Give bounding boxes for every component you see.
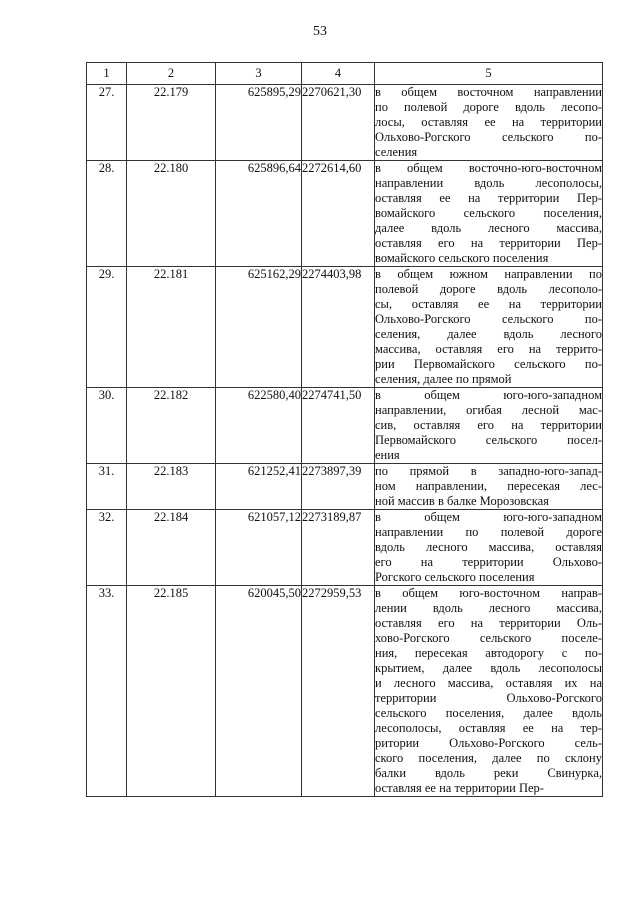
- coordinate-x: 621057,12: [216, 510, 302, 586]
- description-line: по прямой в западно-юго-запад-: [375, 464, 602, 478]
- row-number: 29.: [87, 267, 127, 388]
- description-line: ной массив в балке Морозовская: [375, 494, 549, 508]
- description-line: ном направлении, пересекая лес-: [375, 479, 602, 493]
- coordinate-x: 625162,29: [216, 267, 302, 388]
- boundary-description: [375, 510, 603, 586]
- table-row: [87, 586, 603, 797]
- header-col-2: 2: [127, 63, 216, 85]
- coordinate-x: 625895,29: [216, 85, 302, 161]
- description-line: вомайского сельского поселения,: [375, 206, 602, 220]
- coordinate-x: 622580,40: [216, 388, 302, 464]
- description-line: ритории Ольхово-Рогского сель-: [375, 736, 602, 750]
- description-line: Ольхово-Рогского сельского по-: [375, 130, 602, 144]
- row-number: 31.: [87, 464, 127, 510]
- point-id: 22.181: [127, 267, 216, 388]
- description-line: по полевой дороге вдоль лесопо-: [375, 100, 602, 114]
- coordinate-y: 2274403,98: [302, 267, 375, 388]
- description-line: лосы, оставляя ее на территории: [375, 115, 602, 129]
- description-line: в общем южном направлении по: [375, 267, 602, 281]
- description-line: вомайского сельского поселения: [375, 251, 549, 265]
- description-line: сив, оставляя его на территории: [375, 418, 602, 432]
- row-number: 33.: [87, 586, 127, 797]
- coordinate-y: 2272959,53: [302, 586, 375, 797]
- description-line: направлении, огибая лесной мас-: [375, 403, 602, 417]
- header-col-3: 3: [216, 63, 302, 85]
- description-line: в общем восточном направлении: [375, 85, 602, 99]
- description-line: далее вдоль лесного массива,: [375, 221, 602, 235]
- coordinate-y: 2273189,87: [302, 510, 375, 586]
- description-line: его на территории Ольхово-: [375, 555, 602, 569]
- boundary-description: [375, 161, 603, 267]
- description-line: оставляя ее на территории Пер-: [375, 191, 602, 205]
- description-line: крытием, далее вдоль лесополосы: [375, 661, 602, 675]
- table-header-row: [87, 63, 603, 85]
- description-line: рии Первомайского сельского по-: [375, 357, 602, 371]
- coordinate-y: 2270621,30: [302, 85, 375, 161]
- description-line: в общем юго-юго-западном: [375, 388, 602, 402]
- table-row: [87, 267, 603, 388]
- description-line: ния, пересекая автодорогу с по-: [375, 646, 602, 660]
- description-line: в общем восточно-юго-восточном: [375, 161, 602, 175]
- description-line: селения, далее по прямой: [375, 372, 512, 386]
- coordinate-y: 2273897,39: [302, 464, 375, 510]
- description-line: полевой дороге вдоль лесополо-: [375, 282, 602, 296]
- row-number: 28.: [87, 161, 127, 267]
- description-line: Ольхово-Рогского сельского по-: [375, 312, 602, 326]
- coordinate-y: 2274741,50: [302, 388, 375, 464]
- coordinate-y: 2272614,60: [302, 161, 375, 267]
- description-line: и лесного массива, оставляя их на: [375, 676, 602, 690]
- row-number: 32.: [87, 510, 127, 586]
- description-line: лении вдоль лесного массива,: [375, 601, 602, 615]
- description-line: оставляя ее на территории Пер-: [375, 781, 544, 795]
- boundary-description: [375, 464, 603, 510]
- boundary-description: [375, 388, 603, 464]
- description-line: направлении по полевой дороге: [375, 525, 602, 539]
- description-line: хово-Рогского сельского поселе-: [375, 631, 602, 645]
- point-id: 22.182: [127, 388, 216, 464]
- description-line: сы, оставляя ее на территории: [375, 297, 602, 311]
- row-number: 30.: [87, 388, 127, 464]
- description-line: Рогского сельского поселения: [375, 570, 535, 584]
- description-line: лесополосы, оставляя ее на тер-: [375, 721, 602, 735]
- description-line: территории Ольхово-Рогского: [375, 691, 602, 705]
- point-id: 22.184: [127, 510, 216, 586]
- table-row: [87, 510, 603, 586]
- description-line: оставляя его на территории Оль-: [375, 616, 602, 630]
- table-row: [87, 388, 603, 464]
- point-id: 22.179: [127, 85, 216, 161]
- coordinate-x: 621252,41: [216, 464, 302, 510]
- description-line: сельского поселения, далее вдоль: [375, 706, 602, 720]
- table-body: [87, 85, 603, 797]
- description-line: балки вдоль реки Свинурка,: [375, 766, 602, 780]
- coordinate-x: 625896,64: [216, 161, 302, 267]
- description-line: селения: [375, 145, 418, 159]
- description-line: направлении вдоль лесополосы,: [375, 176, 602, 190]
- table-row: [87, 85, 603, 161]
- description-line: ения: [375, 448, 400, 462]
- table-row: [87, 161, 603, 267]
- boundary-description: [375, 267, 603, 388]
- point-id: 22.183: [127, 464, 216, 510]
- point-id: 22.180: [127, 161, 216, 267]
- header-col-4: 4: [302, 63, 375, 85]
- table-row: [87, 464, 603, 510]
- description-line: Первомайского сельского посел-: [375, 433, 602, 447]
- description-line: оставляя его на территории Пер-: [375, 236, 602, 250]
- header-col-5: 5: [375, 63, 603, 85]
- description-line: в общем юго-восточном направ-: [375, 586, 602, 600]
- point-id: 22.185: [127, 586, 216, 797]
- boundary-points-table: [86, 62, 603, 797]
- description-line: ского поселения, далее по склону: [375, 751, 602, 765]
- description-line: вдоль лесного массива, оставляя: [375, 540, 602, 554]
- page-number: 53: [313, 24, 327, 39]
- boundary-description: [375, 85, 603, 161]
- boundary-description: [375, 586, 603, 797]
- description-line: в общем юго-юго-западном: [375, 510, 602, 524]
- description-line: селения, далее вдоль лесного: [375, 327, 602, 341]
- row-number: 27.: [87, 85, 127, 161]
- description-line: массива, оставляя его на террито-: [375, 342, 602, 356]
- coordinate-x: 620045,50: [216, 586, 302, 797]
- header-col-1: 1: [87, 63, 127, 85]
